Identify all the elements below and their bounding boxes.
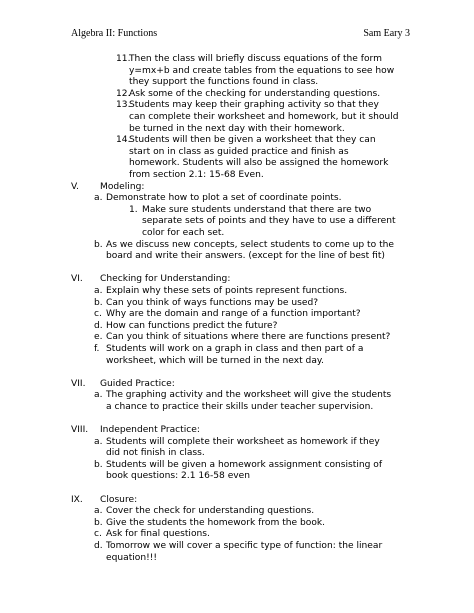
- text-line: Why are the domain and range of a function important?: [106, 309, 361, 320]
- list-marker: a.: [94, 193, 103, 204]
- list-item: [71, 506, 416, 518]
- text-line: Cover the check for understanding questions.: [106, 506, 315, 517]
- list-item: [71, 390, 416, 413]
- text-line: be turned in the next day with their homework.: [129, 123, 345, 134]
- text-line: equation!!!: [106, 552, 158, 563]
- text-line: book questions: 2.1 16-58 even: [106, 471, 251, 482]
- blank-line: [71, 413, 416, 425]
- text-line: Demonstrate how to plot a set of coordinate points.: [106, 193, 342, 204]
- list-item: [71, 344, 416, 367]
- header-author-page: Sam Eary 3: [363, 28, 410, 39]
- list-item: [71, 309, 416, 321]
- header-title: Algebra II: Functions: [71, 28, 158, 39]
- list-marker: a.: [94, 285, 103, 296]
- list-marker: d.: [94, 541, 103, 551]
- list-marker: 14.: [116, 135, 131, 146]
- list-item: [71, 518, 416, 530]
- list-item: [71, 193, 416, 205]
- text-line: Ask for final questions.: [106, 529, 210, 540]
- text-line: Guided Practice:: [100, 378, 175, 389]
- list-item: [71, 100, 416, 135]
- list-marker: d.: [94, 320, 103, 331]
- list-marker: V.: [71, 181, 79, 192]
- text-line: Modeling:: [100, 181, 145, 192]
- section-heading: [71, 274, 416, 286]
- list-marker: VI.: [71, 274, 83, 285]
- text-line: can complete their worksheet and homework, but it should: [129, 111, 399, 122]
- text-line: Can you think of ways functions may be used?: [106, 297, 319, 308]
- section-heading: [71, 495, 416, 507]
- text-line: they support the functions found in class.: [129, 77, 319, 88]
- list-item: [71, 135, 416, 181]
- list-marker: e.: [94, 332, 103, 343]
- blank-line: [71, 367, 416, 379]
- text-line: Explain why these sets of points represent functions.: [106, 285, 348, 296]
- list-item: [71, 205, 416, 240]
- list-item: [71, 298, 416, 310]
- text-line: As we discuss new concepts, select students to come up to the: [106, 239, 395, 250]
- list-marker: a.: [94, 506, 103, 517]
- text-line: Students will work on a graph in class and then part of a: [106, 343, 364, 354]
- text-line: Tomorrow we will cover a specific type of function: the linear: [106, 541, 383, 551]
- section-heading: [71, 182, 416, 194]
- list-marker: 13.: [116, 100, 131, 111]
- list-item: [71, 321, 416, 333]
- list-marker: c.: [94, 309, 102, 320]
- list-marker: f.: [94, 343, 100, 354]
- list-marker: c.: [94, 529, 102, 540]
- list-marker: VII.: [71, 378, 86, 389]
- list-item: [71, 437, 416, 460]
- list-item: [71, 529, 416, 541]
- blank-line: [71, 483, 416, 495]
- text-line: Students will be given a homework assignment consisting of: [106, 459, 383, 470]
- text-line: board and write their answers. (except for the line of best fit): [106, 251, 385, 262]
- text-line: start on in class as guided practice and finish as: [129, 146, 349, 157]
- list-item: [71, 286, 416, 298]
- text-line: from section 2.1: 15-68 Even.: [129, 169, 264, 180]
- list-marker: b.: [94, 297, 103, 308]
- list-marker: 12.: [116, 88, 131, 99]
- text-line: y=mx+b and create tables from the equations to see how: [129, 65, 395, 76]
- list-marker: 1.: [129, 204, 138, 215]
- document-body: [71, 54, 416, 564]
- list-marker: IX.: [71, 494, 83, 505]
- list-marker: a.: [94, 390, 103, 401]
- list-marker: 11.: [116, 54, 131, 64]
- text-line: homework. Students will also be assigned the homework: [129, 158, 389, 169]
- section-heading: [71, 379, 416, 391]
- list-marker: a.: [94, 436, 103, 447]
- list-marker: b.: [94, 239, 103, 250]
- text-line: Students will complete their worksheet as homework if they: [106, 436, 380, 447]
- list-item: [71, 54, 416, 89]
- list-marker: b.: [94, 517, 103, 528]
- text-line: a chance to practice their skills under teacher supervision.: [106, 401, 374, 412]
- list-item: [71, 541, 416, 564]
- text-line: Make sure students understand that there are two: [142, 204, 372, 215]
- list-item: [71, 240, 416, 263]
- text-line: The graphing activity and the worksheet will give the students: [106, 390, 392, 401]
- list-item: [71, 332, 416, 344]
- section-heading: [71, 425, 416, 437]
- text-line: Then the class will briefly discuss equations of the form: [129, 54, 382, 64]
- blank-line: [71, 263, 416, 275]
- list-item: [71, 89, 416, 101]
- text-line: Ask some of the checking for understanding questions.: [129, 88, 381, 99]
- text-line: color for each set.: [142, 227, 225, 238]
- list-item: [71, 460, 416, 483]
- text-line: did not finish in class.: [106, 448, 205, 459]
- text-line: Independent Practice:: [100, 425, 200, 436]
- text-line: worksheet, which will be turned in the next day.: [106, 355, 324, 366]
- list-marker: VIII.: [71, 425, 89, 436]
- list-marker: b.: [94, 459, 103, 470]
- text-line: Students will then be given a worksheet that they can: [129, 135, 376, 146]
- text-line: Can you think of situations where there are functions present?: [106, 332, 391, 343]
- text-line: How can functions predict the future?: [106, 320, 278, 331]
- text-line: separate sets of points and they have to use a different: [142, 216, 396, 227]
- text-line: Closure:: [100, 494, 138, 505]
- text-line: Checking for Understanding:: [100, 274, 231, 285]
- text-line: Students may keep their graphing activity so that they: [129, 100, 379, 111]
- text-line: Give the students the homework from the book.: [106, 517, 326, 528]
